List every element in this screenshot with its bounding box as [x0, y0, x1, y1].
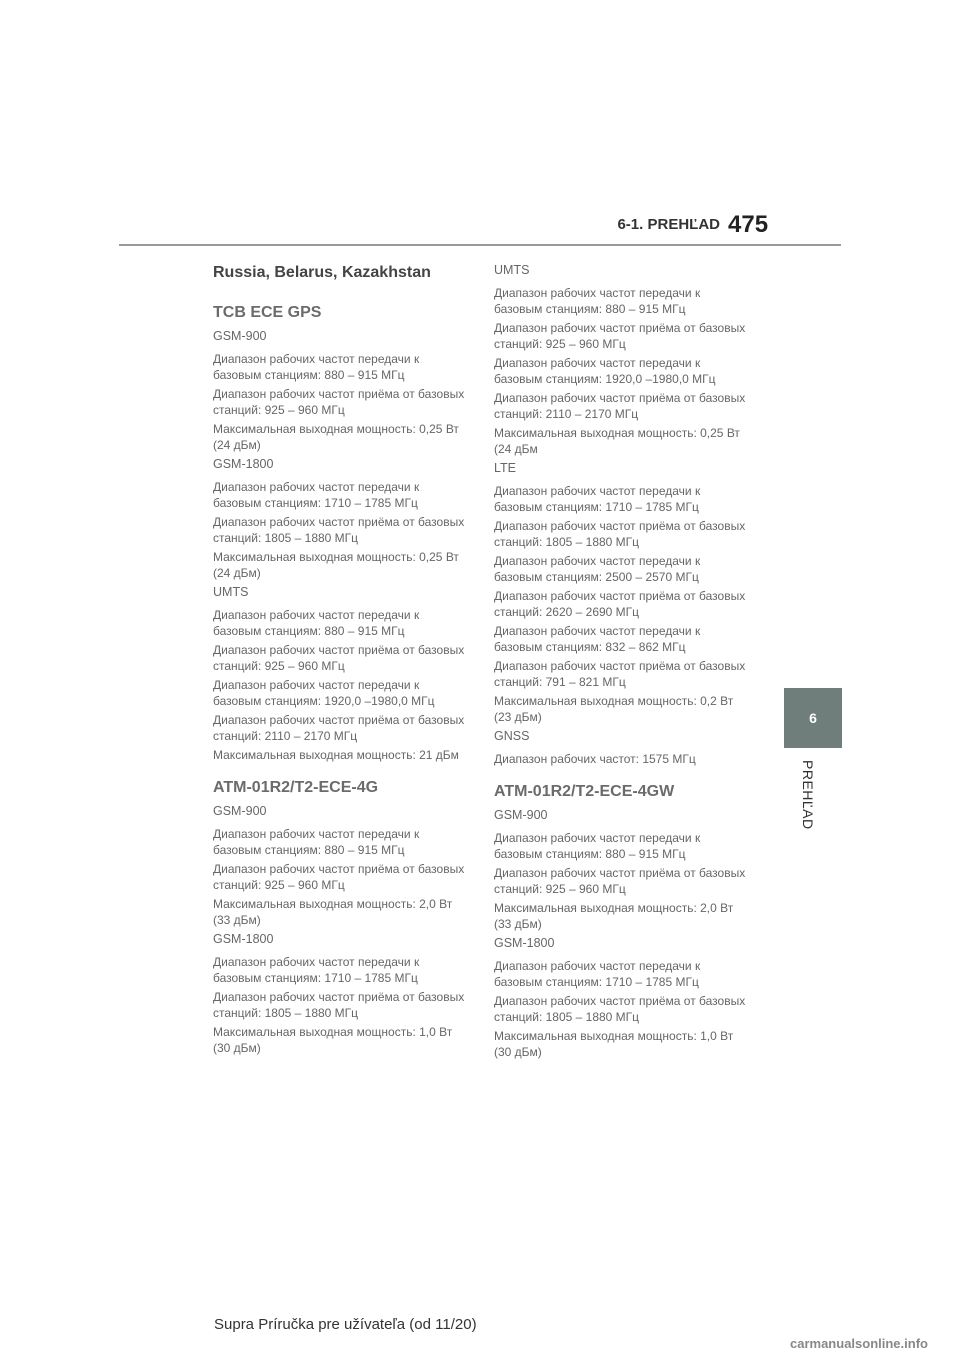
right-continued-bands [494, 262, 746, 767]
left-models [213, 304, 465, 1056]
country-heading: Russia, Belarus, Kazakhstan [213, 264, 431, 281]
spec-line: Диапазон рабочих частот передачи к базовым станциям: 880 – 915 МГц [213, 827, 420, 857]
right-column [494, 262, 746, 1063]
spec-line: Диапазон рабочих частот передачи к базовым станциям: 880 – 915 МГц [494, 286, 701, 316]
spec-line: Диапазон рабочих частот приёма от базовых станций: 925 – 960 МГц [494, 866, 746, 896]
spec-line: Диапазон рабочих частот приёма от базовых станций: 1805 – 1880 МГц [213, 990, 465, 1020]
spec-line: Диапазон рабочих частот передачи к базовым станциям: 1710 – 1785 МГц [494, 959, 701, 989]
chapter-tab[interactable] [784, 688, 842, 748]
spec-line: Диапазон рабочих частот передачи к базовым станциям: 880 – 915 МГц [213, 608, 420, 638]
chapter-number: 6 [809, 710, 817, 726]
band-label: UMTS [494, 263, 530, 277]
spec-line: Диапазон рабочих частот приёма от базовых станций: 1805 – 1880 МГц [213, 515, 465, 545]
chapter-side-label [790, 760, 820, 880]
spec-line: Диапазон рабочих частот приёма от базовых станций: 2620 – 2690 МГц [494, 589, 746, 619]
spec-line: Максимальная выходная мощность: 2,0 Вт (33 дБм) [494, 901, 734, 931]
band-label: GSM-1800 [213, 932, 274, 946]
band-label: UMTS [213, 585, 249, 599]
spec-line: Диапазон рабочих частот приёма от базовых станций: 1805 – 1880 МГц [494, 519, 746, 549]
page-number: 475 [728, 211, 769, 238]
spec-line: Диапазон рабочих частот приёма от базовых станций: 1805 – 1880 МГц [494, 994, 746, 1024]
section-title: 6-1. PREHĽAD [617, 216, 720, 233]
band-label: GSM-900 [494, 808, 548, 822]
model-heading: ATM-01R2/T2-ECE-4GW [494, 783, 675, 800]
left-column [213, 262, 465, 1059]
spec-line: Максимальная выходная мощность: 1,0 Вт (30 дБм) [213, 1025, 453, 1055]
footer-title: Supra Príručka pre užívateľa (od 11/20) [214, 1316, 477, 1333]
spec-line: Максимальная выходная мощность: 2,0 Вт (33 дБм) [213, 897, 453, 927]
spec-line: Диапазон рабочих частот передачи к базовым станциям: 1710 – 1785 МГц [213, 955, 420, 985]
spec-line: Максимальная выходная мощность: 0,2 Вт (23 дБм) [494, 694, 734, 724]
spec-line: Максимальная выходная мощность: 21 дБм [213, 748, 459, 762]
spec-line: Диапазон рабочих частот: 1575 МГц [494, 752, 696, 766]
spec-line: Максимальная выходная мощность: 1,0 Вт (30 дБм) [494, 1029, 734, 1059]
spec-line: Диапазон рабочих частот приёма от базовых станций: 791 – 821 МГц [494, 659, 746, 689]
spec-line: Диапазон рабочих частот передачи к базовым станциям: 1710 – 1785 МГц [213, 480, 420, 510]
model-heading: ATM-01R2/T2-ECE-4G [213, 779, 379, 796]
spec-line: Диапазон рабочих частот приёма от базовых станций: 925 – 960 МГц [213, 643, 465, 673]
spec-line: Диапазон рабочих частот приёма от базовых станций: 2110 – 2170 МГц [213, 713, 465, 743]
spec-line: Диапазон рабочих частот передачи к базовым станциям: 2500 – 2570 МГц [494, 554, 701, 584]
spec-line: Диапазон рабочих частот передачи к базовым станциям: 880 – 915 МГц [494, 831, 701, 861]
model-heading: TCB ECE GPS [213, 304, 322, 321]
band-label: LTE [494, 461, 516, 475]
spec-line: Диапазон рабочих частот передачи к базовым станциям: 1920,0 –1980,0 МГц [213, 678, 435, 708]
watermark: carmanualsonline.info [790, 1336, 928, 1351]
header-divider [119, 244, 841, 246]
spec-line: Максимальная выходная мощность: 0,25 Вт (24 дБм [494, 426, 740, 456]
spec-line: Максимальная выходная мощность: 0,25 Вт (24 дБм) [213, 550, 459, 580]
chapter-label: PREHĽAD [800, 760, 816, 830]
band-label: GSM-1800 [213, 457, 274, 471]
band-label: GSM-900 [213, 804, 267, 818]
spec-line: Диапазон рабочих частот приёма от базовых станций: 925 – 960 МГц [494, 321, 746, 351]
band-label: GSM-900 [213, 329, 267, 343]
spec-line: Диапазон рабочих частот приёма от базовых станций: 925 – 960 МГц [213, 862, 465, 892]
spec-line: Диапазон рабочих частот приёма от базовых станций: 2110 – 2170 МГц [494, 391, 746, 421]
right-models [494, 783, 746, 1060]
spec-line: Максимальная выходная мощность: 0,25 Вт (24 дБм) [213, 422, 459, 452]
band-label: GSM-1800 [494, 936, 555, 950]
spec-line: Диапазон рабочих частот приёма от базовых станций: 925 – 960 МГц [213, 387, 465, 417]
band-label: GNSS [494, 729, 530, 743]
spec-line: Диапазон рабочих частот передачи к базовым станциям: 880 – 915 МГц [213, 352, 420, 382]
spec-line: Диапазон рабочих частот передачи к базовым станциям: 1710 – 1785 МГц [494, 484, 701, 514]
spec-line: Диапазон рабочих частот передачи к базовым станциям: 1920,0 –1980,0 МГц [494, 356, 716, 386]
spec-line: Диапазон рабочих частот передачи к базовым станциям: 832 – 862 МГц [494, 624, 701, 654]
